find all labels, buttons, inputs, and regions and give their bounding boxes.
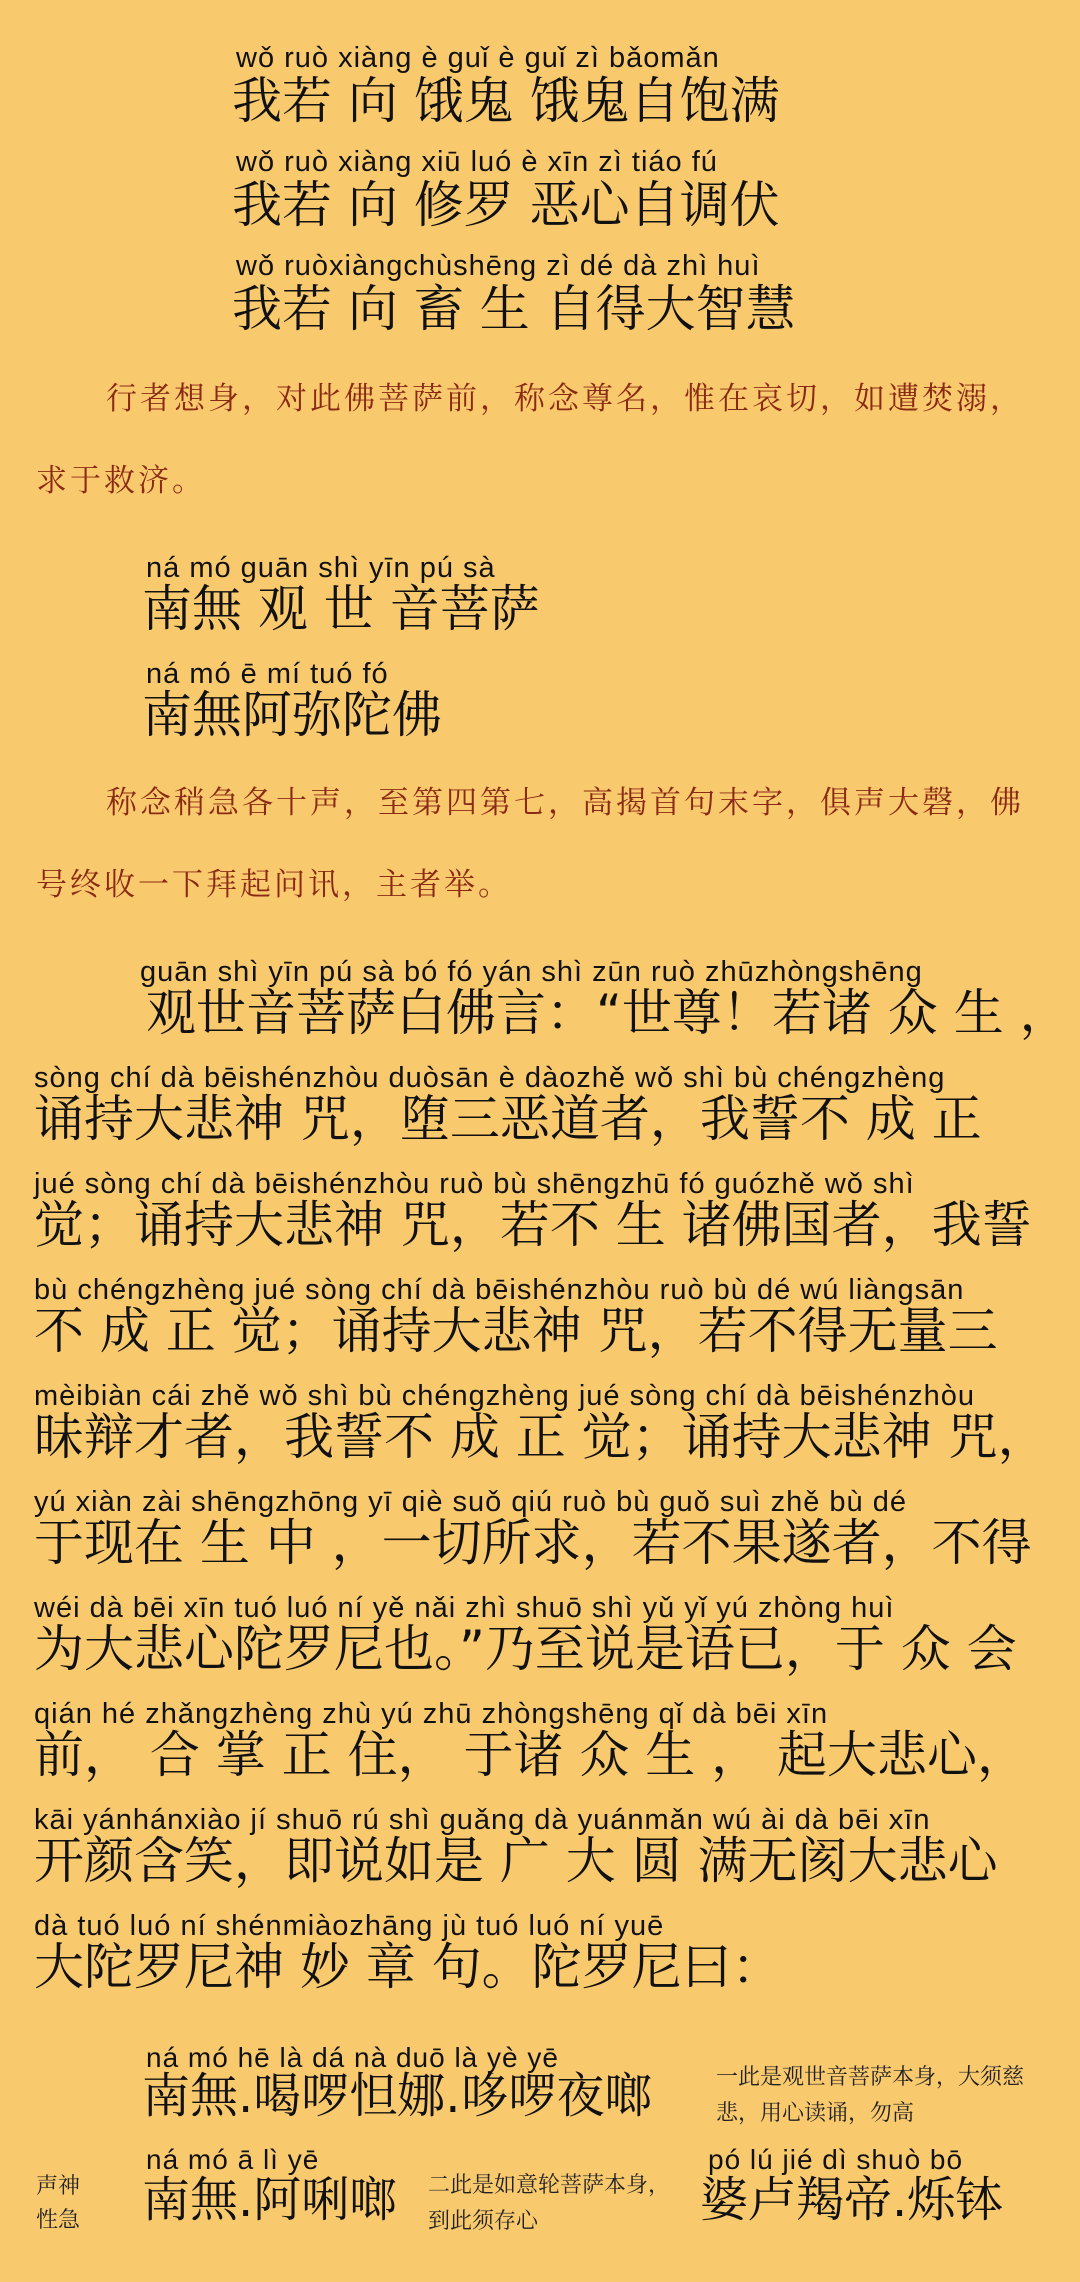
pinyin-line: wéi dà bēi xīn tuó luó ní yě nǎi zhì shuō shì yǔ yǐ yú zhòng huì [34, 1592, 895, 1624]
hanzi-line: 南無阿弥陀佛 [142, 686, 442, 744]
pinyin-line: ná mó ā lì yē [146, 2144, 320, 2175]
pinyin-line: jué sòng chí dà bēishénzhòu ruò bù shēngzhū fó guózhě wǒ shì [34, 1168, 915, 1200]
hanzi-line: 我若 向 畜 生 自得大智慧 [232, 280, 796, 338]
pinyin-line: ná mó ē mí tuó fó [146, 658, 389, 690]
side-label: 声神性急 [36, 2174, 81, 2233]
hanzi-line: 不 成 正 觉；诵持大悲神 咒，若不得无量三 [34, 1302, 998, 1360]
pinyin-line: pó lú jié dì shuò bō [708, 2144, 964, 2175]
pinyin-line: mèibiàn cái zhě wǒ shì bù chéngzhèng jué sòng chí dà bēishénzhòu [34, 1380, 976, 1412]
hanzi-line: 大陀罗尼神 妙 章 句。陀罗尼曰： [34, 1938, 782, 1996]
hanzi-line: 我若 向 饿鬼 饿鬼自饱满 [232, 72, 780, 130]
mantra-note: 一此是观世音菩萨本身，大须慈悲，用心读诵，勿高 [716, 2065, 1025, 2126]
hanzi-line: 南無 观 世 音菩萨 [142, 580, 540, 638]
pinyin-line: wǒ ruòxiàngchùshēng zì dé dà zhì huì [236, 250, 761, 282]
hanzi-line: 于现在 生 中 ，一切所求，若不果遂者，不得 [34, 1514, 1032, 1572]
hanzi-line: 开颜含笑，即说如是 广 大 圆 满无阂大悲心 [34, 1832, 998, 1890]
hanzi-line: 为大悲心陀罗尼也。”乃至说是语已，于 众 会 [34, 1620, 1017, 1678]
pinyin-line: wǒ ruò xiàng è guǐ è guǐ zì bǎomǎn [236, 42, 720, 74]
mantra-line: 南無.阿唎啷 [142, 2172, 398, 2228]
hanzi-line: 诵持大悲神 咒，堕三恶道者，我誓不 成 正 [34, 1090, 982, 1148]
hanzi-line: 前， 合 掌 正 住， 于诸 众 生 ， 起大悲心， [34, 1726, 1028, 1784]
pinyin-line: guān shì yīn pú sà bó fó yán shì zūn ruò zhūzhòngshēng [140, 956, 923, 988]
pinyin-line: ná mó hē là dá nà duō là yè yē [146, 2042, 559, 2073]
mantra-line: 婆卢羯帝.烁钵 [700, 2172, 1004, 2228]
mantra-line: 南無.喝啰怛娜.哆啰夜啷 [142, 2068, 653, 2124]
pinyin-line: bù chéngzhèng jué sòng chí dà bēishénzhòu ruò bù dé wú liàngsān [34, 1274, 965, 1306]
pinyin-line: qián hé zhǎngzhèng zhù yú zhū zhòngshēng qǐ dà bēi xīn [34, 1698, 829, 1730]
pinyin-line: wǒ ruò xiàng xiū luó è xīn zì tiáo fú [236, 146, 718, 178]
pinyin-line: yú xiàn zài shēngzhōng yī qiè suǒ qiú ruò bù guǒ suì zhě bù dé [34, 1486, 907, 1518]
ritual-instruction: 行者想身，对此佛菩萨前，称念尊名，惟在哀切，如遭焚溺，求于救济。 [36, 381, 1024, 499]
hanzi-line: 觉；诵持大悲神 咒，若不 生 诸佛国者，我誓 [34, 1196, 1032, 1254]
pinyin-line: dà tuó luó ní shénmiàozhāng jù tuó luó ní yuē [34, 1910, 665, 1942]
pinyin-line: kāi yánhánxiào jí shuō rú shì guǎng dà yuánmǎn wú ài dà bēi xīn [34, 1804, 931, 1836]
hanzi-line: 昧辩才者，我誓不 成 正 觉；诵持大悲神 咒， [34, 1408, 1048, 1466]
mantra-note: 二此是如意轮菩萨本身，到此须存心 [428, 2173, 671, 2234]
hanzi-line: 我若 向 修罗 恶心自调伏 [232, 176, 780, 234]
pinyin-line: ná mó guān shì yīn pú sà [146, 552, 496, 584]
pinyin-line: sòng chí dà bēishénzhòu duòsān è dàozhě wǒ shì bù chéngzhèng [34, 1062, 946, 1094]
hanzi-line: 观世音菩萨白佛言：“世尊！若诸 众 生 ， [146, 984, 1070, 1042]
ritual-instruction: 称念稍急各十声，至第四第七，高揭首句末字，俱声大磬，佛号终收一下拜起问讯，主者举。 [36, 785, 1024, 903]
